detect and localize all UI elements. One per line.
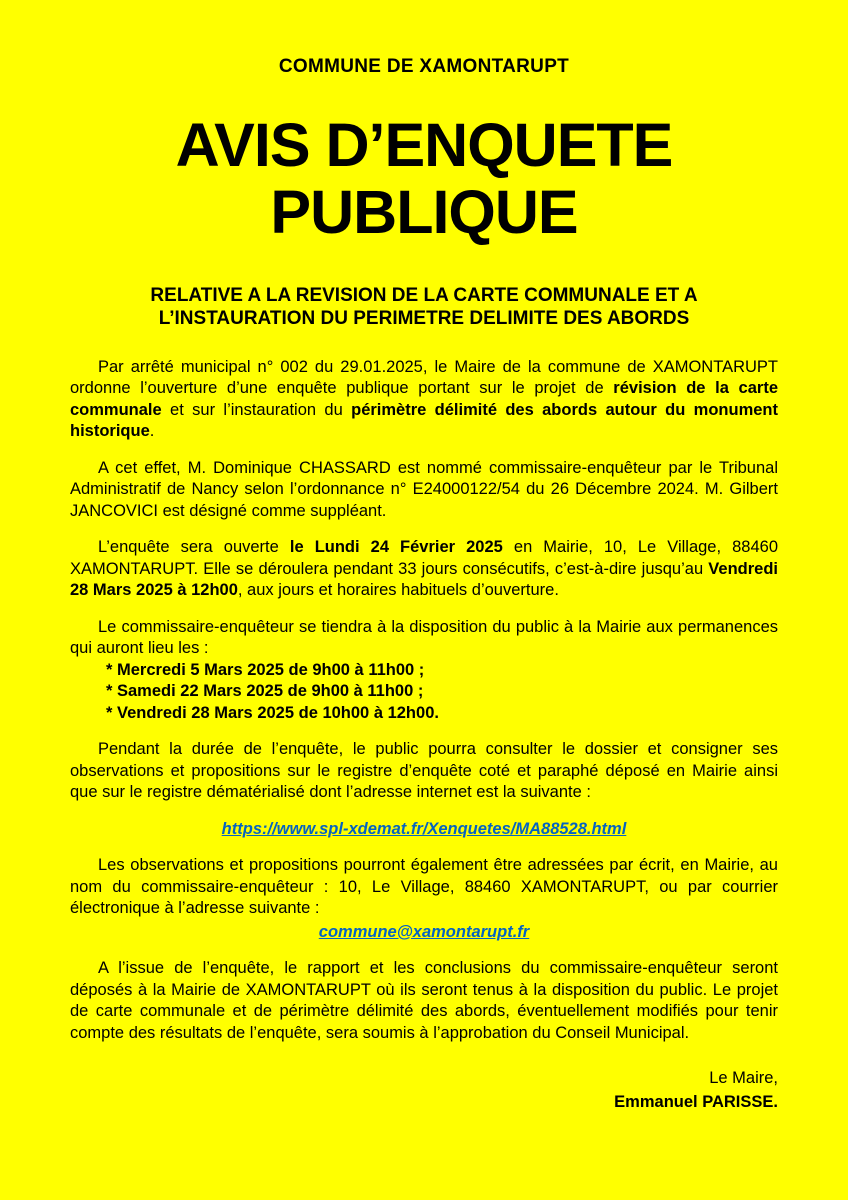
paragraph-arrete-municipal: Par arrêté municipal n° 002 du 29.01.2025, le Maire de la commune de XAMONTARUPT ordonne l’ouverture d’une enquête publique portant sur le projet de révision de la carte communale et sur l’instauration du périmètre délimité des abords autour du monument historique. [70, 357, 778, 441]
paragraph-observations: Les observations et propositions pourront également être adressées par écrit, en Mairie, au nom du commissaire-enquêteur : 10, Le Village, 88460 XAMONTARUPT, ou par courrier électronique à l’adresse suivante : [70, 856, 778, 918]
notice-title-line2: PUBLIQUE [270, 178, 578, 247]
email-link-line [70, 922, 778, 944]
signature-block [70, 1066, 778, 1114]
notice-title-line1: AVIS D’ENQUETE [175, 111, 673, 179]
notice-subtitle-line1: RELATIVE A LA REVISION DE LA CARTE COMMUNALE ET A [150, 285, 698, 307]
notice-title [70, 112, 778, 246]
commune-heading: COMMUNE DE XAMONTARUPT [278, 56, 570, 77]
registre-demat-link[interactable]: https://www.spl-xdemat.fr/Xenquetes/MA88528.html [221, 819, 627, 838]
permanences-list [70, 660, 778, 725]
paragraph-commissaire-enqueteur: A cet effet, M. Dominique CHASSARD est nommé commissaire-enquêteur par le Tribunal Administratif de Nancy selon l’ordonnance n° E24000122/54 du 26 Décembre 2024. M. Gilbert JANCOVICI est désigné comme suppléant. [70, 458, 778, 520]
permanence-item: * Vendredi 28 Mars 2025 de 10h00 à 12h00. [106, 703, 439, 722]
notice-subtitle [70, 284, 778, 330]
permanence-item: * Samedi 22 Mars 2025 de 9h00 à 11h00 ; [106, 682, 424, 701]
paragraph-permanences-intro: Le commissaire-enquêteur se tiendra à la disposition du public à la Mairie aux permanences qui auront lieu les : [70, 617, 778, 658]
commune-email-link[interactable]: commune@xamontarupt.fr [318, 922, 530, 941]
permanence-item: * Mercredi 5 Mars 2025 de 9h00 à 11h00 ; [106, 660, 425, 679]
paragraph-ouverture-enquete: L’enquête sera ouverte le Lundi 24 Février 2025 en Mairie, 10, Le Village, 88460 XAMONTARUPT. Elle se déroulera pendant 33 jours consécutifs, c’est-à-dire jusqu’au Vendredi 28 Mars 2025 à 12h00, aux jours et horaires habituels d’ouverture. [70, 538, 779, 600]
registre-link-line [70, 819, 778, 841]
paragraph-registre: Pendant la durée de l’enquête, le public pourra consulter le dossier et consigner ses observations et propositions sur le registre d’enquête coté et paraphé déposé en Mairie ainsi que sur le registre dématérialisé dont l’adresse internet est la suivante : [70, 740, 778, 802]
signature-name: Emmanuel PARISSE. [614, 1093, 778, 1112]
notice-subtitle-line2: L’INSTAURATION DU PERIMETRE DELIMITE DES ABORDS [158, 308, 690, 330]
signature-role: Le Maire, [709, 1069, 778, 1088]
paragraph-issue-enquete: A l’issue de l’enquête, le rapport et les conclusions du commissaire-enquêteur seront déposés à la Mairie de XAMONTARUPT où ils seront tenus à la disposition du public. Le projet de carte communale et de périmètre délimité des abords, éventuellement modifiés pour tenir compte des résultats de l’enquête, sera soumis à l’approbation du Conseil Municipal. [70, 959, 778, 1042]
